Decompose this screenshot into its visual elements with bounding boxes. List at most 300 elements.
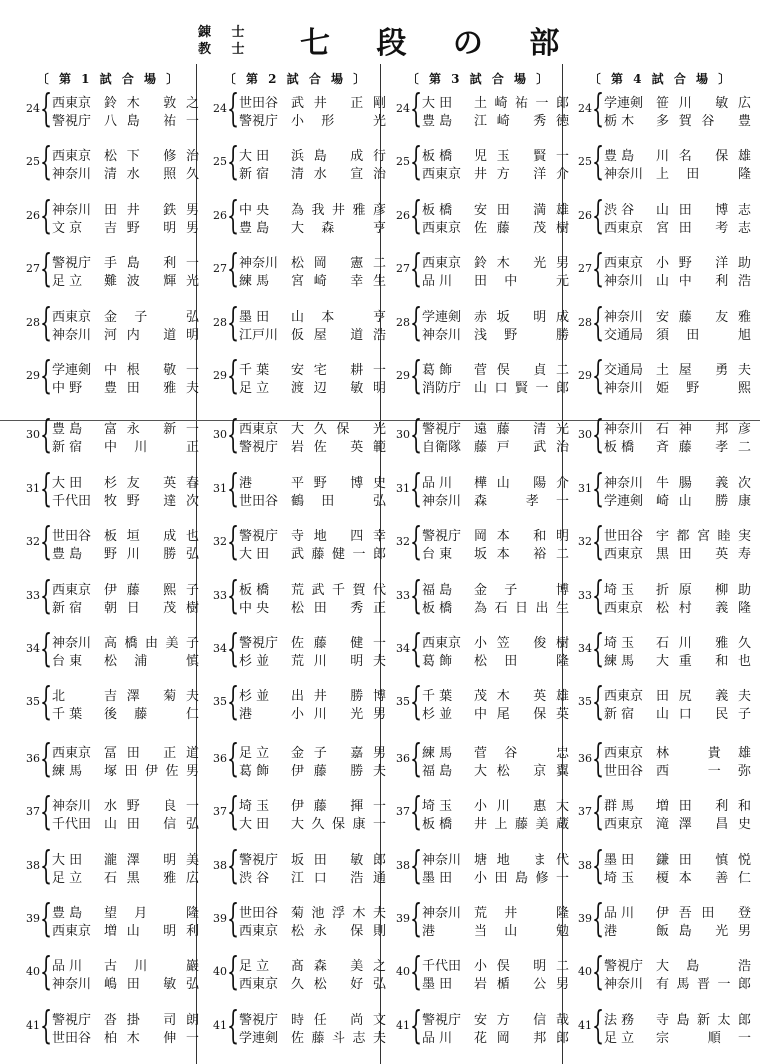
competitor-row	[604, 813, 752, 831]
match-number: 24	[396, 102, 410, 115]
competitor-affiliation: 大 田	[239, 547, 270, 563]
competitor-affiliation: 神奈川	[52, 636, 92, 651]
competitor-name: 難波 輝光	[104, 274, 200, 290]
competitor-name: 松岡 憲二	[291, 256, 387, 272]
competitor-name: 伊藤 勝夫	[291, 763, 387, 779]
competitor-row	[604, 973, 752, 991]
competitor-name: 林 貴雄	[656, 745, 752, 761]
match-number: 25	[396, 155, 410, 169]
competitor-name: 瀧澤 明美	[104, 852, 200, 868]
match-number: 31	[26, 481, 40, 495]
competitor-affiliation: 交通局	[604, 327, 644, 343]
match-entry	[18, 572, 200, 617]
competitor-name: 冨田 正道	[104, 745, 200, 761]
competitor-name: 川名 保雄	[656, 149, 752, 165]
match-entry	[205, 626, 387, 670]
competitor-name: 武井 正剛	[291, 96, 387, 111]
competitor-name: 柏木 伸一	[104, 1030, 200, 1046]
bracket-brace-icon: {	[410, 842, 423, 887]
competitor-row	[52, 973, 200, 991]
competitor-name: 後藤 仁	[104, 707, 200, 723]
competitor-name: 笹川 敏広	[656, 96, 752, 111]
competitor-row	[422, 650, 570, 668]
competitor-row	[239, 199, 387, 217]
competitor-name: 当山 勉	[474, 924, 570, 939]
competitor-row	[52, 199, 200, 217]
competitor-row	[422, 1009, 570, 1027]
competitor-affiliation: 神奈川	[604, 274, 644, 290]
competitor-name: 松浦 慎	[104, 654, 200, 669]
match-entry	[388, 1002, 570, 1047]
competitor-name: 浜島 成行	[291, 149, 387, 165]
competitor-affiliation: 西東京	[239, 422, 279, 438]
competitor-affiliation: 練 馬	[52, 763, 83, 779]
competitor-name: 菅谷 忠	[474, 745, 570, 761]
bracket-brace-icon: {	[40, 86, 53, 130]
bracket-brace-icon: {	[227, 1002, 240, 1047]
competitor-row	[604, 543, 752, 561]
competitor-row	[239, 1009, 387, 1027]
bracket-brace-icon: {	[410, 139, 423, 184]
competitor-name: 山田 博志	[656, 202, 752, 218]
match-entry	[18, 246, 200, 291]
competitor-name: 松永 保則	[291, 924, 387, 939]
match-entry	[388, 246, 570, 291]
bracket-brace-icon: {	[410, 299, 423, 344]
competitor-name: 佐藤斗志夫	[291, 1030, 387, 1046]
competitor-affiliation: 神奈川	[604, 309, 644, 325]
competitor-name: 嶋田 敏弘	[104, 977, 200, 993]
competitor-row	[604, 902, 752, 920]
match-entry	[205, 896, 387, 940]
competitor-affiliation: 警視庁	[52, 114, 92, 129]
competitor-name: 武藤健一郎	[291, 547, 387, 563]
competitor-affiliation: 大 田	[422, 96, 453, 111]
bracket-brace-icon: {	[592, 1002, 605, 1047]
competitor-row	[604, 632, 752, 650]
bracket-brace-icon: {	[410, 519, 423, 564]
competitor-affiliation: 豊 島	[239, 220, 270, 236]
match-number: 27	[213, 262, 227, 276]
competitor-row	[239, 217, 387, 235]
competitor-affiliation: 葛 飾	[239, 763, 270, 779]
competitor-name: 宇都宮睦実	[656, 529, 752, 545]
competitor-name: 山田 信弘	[104, 817, 200, 833]
competitor-name: 安田 満雄	[474, 202, 570, 218]
match-entry	[388, 465, 570, 510]
match-number: 41	[213, 1018, 227, 1032]
bracket-brace-icon: {	[227, 626, 240, 670]
competitor-affiliation: 中 野	[52, 381, 83, 396]
competitor-name: 中根 敬一	[104, 363, 200, 378]
competitor-affiliation: 神奈川	[52, 202, 92, 218]
competitor-name: 伊藤 揮一	[291, 799, 387, 815]
competitor-name: 鎌田 慎悦	[656, 852, 752, 868]
competitor-affiliation: 西東京	[239, 977, 279, 993]
bracket-brace-icon: {	[410, 626, 423, 670]
competitor-affiliation: 警視庁	[239, 114, 279, 129]
competitor-affiliation: 足 立	[239, 959, 270, 975]
match-number: 25	[213, 155, 227, 169]
competitor-row	[239, 145, 387, 163]
competitor-affiliation: 板 橋	[604, 440, 635, 456]
competitor-name: 大森 亨	[291, 220, 387, 236]
competitor-row	[422, 742, 570, 760]
match-number: 31	[213, 481, 227, 495]
competitor-affiliation: 大 田	[239, 817, 270, 833]
match-number: 24	[213, 102, 227, 115]
competitor-name: 茂木 英雄	[474, 689, 570, 705]
bracket-brace-icon: {	[410, 949, 423, 994]
match-number: 39	[213, 912, 227, 925]
competitor-affiliation: 西東京	[52, 309, 92, 325]
competitor-name: 髙森 美之	[291, 959, 387, 975]
competitor-row	[422, 92, 570, 110]
match-entry	[570, 572, 752, 617]
match-entry	[18, 949, 200, 994]
competitor-name: 板垣 成也	[104, 529, 200, 545]
competitor-row	[52, 813, 200, 831]
match-entry	[18, 842, 200, 887]
competitor-row	[239, 543, 387, 561]
match-entry	[18, 679, 200, 724]
bracket-brace-icon: {	[592, 412, 605, 457]
bracket-brace-icon: {	[410, 789, 423, 834]
competitor-name: 斉藤 孝二	[656, 440, 752, 456]
bracket-brace-icon: {	[227, 412, 240, 457]
competitor-affiliation: 神奈川	[422, 493, 462, 509]
competitor-affiliation: 文 京	[52, 220, 83, 236]
competitor-row	[604, 92, 752, 110]
bracket-brace-icon: {	[227, 139, 240, 184]
bracket-brace-icon: {	[227, 299, 240, 344]
competitor-affiliation: 神奈川	[239, 256, 279, 272]
match-number: 27	[26, 262, 40, 276]
competitor-row	[52, 1027, 200, 1045]
competitor-row	[604, 867, 752, 885]
match-number: 40	[26, 965, 40, 979]
match-number: 30	[26, 428, 40, 442]
competitor-name: 寺地 四幸	[291, 529, 387, 545]
competitor-row	[239, 849, 387, 867]
match-number: 26	[26, 208, 40, 222]
competitor-row	[239, 632, 387, 650]
competitor-row	[52, 632, 200, 650]
competitor-row	[52, 217, 200, 235]
match-entry	[570, 353, 752, 397]
bracket-brace-icon: {	[410, 192, 423, 237]
competitor-name: 土屋 勇夫	[656, 363, 752, 378]
match-entry	[388, 679, 570, 724]
competitor-name: 坂田 敏郎	[291, 852, 387, 868]
competitor-name: 田井 鉄男	[104, 202, 200, 218]
match-number: 30	[578, 428, 592, 442]
competitor-affiliation: 品 川	[604, 906, 635, 921]
competitor-row	[52, 795, 200, 813]
bracket-brace-icon: {	[40, 299, 53, 344]
bracket-brace-icon: {	[592, 353, 605, 397]
match-number: 31	[578, 481, 592, 495]
competitor-row	[239, 813, 387, 831]
match-entry	[205, 139, 387, 184]
competitor-affiliation: 墨 田	[422, 870, 453, 886]
competitor-name: 榎本 善仁	[656, 870, 752, 886]
match-entry	[205, 412, 387, 457]
competitor-affiliation: 西東京	[422, 256, 462, 272]
competitor-name: 児玉 賢一	[474, 149, 570, 165]
match-number: 32	[26, 535, 40, 549]
competitor-name: 中川 正	[104, 440, 200, 456]
bracket-brace-icon: {	[592, 896, 605, 940]
competitor-row	[239, 597, 387, 615]
bracket-brace-icon: {	[592, 192, 605, 237]
competitor-row	[422, 217, 570, 235]
competitor-row	[422, 110, 570, 128]
bracket-brace-icon: {	[227, 842, 240, 887]
competitor-name: 宗 順一	[656, 1030, 752, 1046]
competitor-name: 岩楯 公男	[474, 977, 570, 993]
match-entry	[18, 1002, 200, 1047]
competitor-affiliation: 豊 島	[604, 149, 635, 165]
match-entry	[570, 896, 752, 940]
competitor-affiliation: 練 馬	[604, 654, 635, 669]
bracket-brace-icon: {	[592, 246, 605, 291]
competitor-row	[239, 163, 387, 181]
competitor-name: 塚田伊佐男	[104, 763, 200, 779]
competitor-name: 鶴田 弘	[291, 493, 387, 509]
competitor-affiliation: 埼 玉	[422, 799, 453, 815]
court-header-2: 〔 第 2 試 合 場 〕	[223, 72, 369, 86]
competitor-row	[422, 324, 570, 342]
bracket-brace-icon: {	[227, 572, 240, 617]
competitor-affiliation: 渋 谷	[604, 202, 635, 218]
competitor-affiliation: 世田谷	[239, 493, 279, 509]
competitor-affiliation: 消防庁	[422, 381, 462, 396]
competitor-affiliation: 世田谷	[52, 529, 92, 545]
competitor-row	[239, 973, 387, 991]
competitor-name: 時任 尚文	[291, 1012, 387, 1028]
competitor-row	[604, 472, 752, 490]
competitor-row	[52, 867, 200, 885]
competitor-name: 高橋由美子	[104, 636, 200, 651]
match-entry	[205, 519, 387, 564]
competitor-affiliation: 福 島	[422, 582, 453, 598]
competitor-affiliation: 埼 玉	[604, 582, 635, 598]
competitor-row	[52, 436, 200, 454]
competitor-name: 田尻 義夫	[656, 689, 752, 705]
competitor-row	[52, 760, 200, 778]
competitor-name: 岩佐 英範	[291, 440, 387, 456]
competitor-affiliation: 西東京	[52, 149, 92, 165]
competitor-row	[604, 1009, 752, 1027]
competitor-row	[422, 163, 570, 181]
competitor-affiliation: 神奈川	[604, 475, 644, 491]
competitor-name: 寺島新太郎	[656, 1012, 752, 1028]
competitor-name: 須田 旭	[656, 327, 752, 343]
competitor-row	[52, 418, 200, 436]
match-number: 36	[213, 751, 227, 765]
bracket-brace-icon: {	[40, 789, 53, 834]
competitor-name: 小形 光	[291, 114, 387, 129]
competitor-name: 有馬晋一郎	[656, 977, 752, 993]
bracket-brace-icon: {	[592, 519, 605, 564]
competitor-affiliation: 神奈川	[52, 799, 92, 815]
competitor-affiliation: 豊 島	[422, 114, 453, 129]
competitor-affiliation: 練 馬	[422, 745, 453, 761]
competitor-row	[422, 145, 570, 163]
competitor-name: 吉澤 菊夫	[104, 689, 200, 705]
match-number: 34	[396, 642, 410, 655]
competitor-row	[239, 418, 387, 436]
competitor-row	[604, 324, 752, 342]
match-number: 39	[578, 912, 592, 925]
competitor-row	[52, 324, 200, 342]
match-entry	[18, 139, 200, 184]
competitor-name: 山口賢一郎	[474, 381, 570, 396]
competitor-name: 小川 惠大	[474, 799, 570, 815]
competitor-name: 大島 浩	[656, 959, 752, 975]
competitor-row	[239, 955, 387, 973]
competitor-row	[422, 813, 570, 831]
competitor-row	[422, 270, 570, 288]
bracket-brace-icon: {	[40, 465, 53, 510]
competitor-row	[239, 324, 387, 342]
competitor-row	[604, 795, 752, 813]
competitor-name: 花岡 邦郎	[474, 1030, 570, 1046]
competitor-name: 金子 博	[474, 582, 570, 598]
bracket-brace-icon: {	[592, 299, 605, 344]
competitor-name: 荒武千賀代	[291, 582, 387, 598]
match-number: 26	[396, 208, 410, 222]
competitor-row	[52, 525, 200, 543]
competitor-row	[604, 145, 752, 163]
competitor-row	[422, 306, 570, 324]
match-number: 35	[213, 695, 227, 709]
competitor-affiliation: 神奈川	[604, 167, 644, 183]
match-entry	[205, 949, 387, 994]
competitor-affiliation: 西東京	[52, 96, 92, 111]
competitor-row	[422, 920, 570, 938]
competitor-affiliation: 新 宿	[604, 707, 635, 723]
competitor-row	[604, 110, 752, 128]
match-entry	[388, 789, 570, 834]
competitor-row	[422, 973, 570, 991]
competitor-name: 塘地 ま代	[474, 852, 570, 868]
match-number: 34	[578, 642, 592, 655]
match-entry	[388, 572, 570, 617]
match-entry	[18, 353, 200, 397]
competitor-row	[422, 902, 570, 920]
match-number: 35	[578, 695, 592, 709]
competitor-row	[52, 597, 200, 615]
competitor-name: 増田 利和	[656, 799, 752, 815]
competitor-row	[239, 110, 387, 128]
competitor-row	[422, 418, 570, 436]
competitor-row	[239, 436, 387, 454]
bracket-brace-icon: {	[592, 626, 605, 670]
bracket-brace-icon: {	[592, 842, 605, 887]
competitor-affiliation: 学連剣	[239, 1030, 279, 1046]
competitor-name: 小田島修一	[474, 870, 570, 886]
match-entry	[570, 626, 752, 670]
competitor-affiliation: 葛 飾	[422, 654, 453, 669]
match-entry	[18, 465, 200, 510]
bracket-brace-icon: {	[410, 353, 423, 397]
competitor-row	[239, 742, 387, 760]
competitor-affiliation: 杉 並	[239, 689, 270, 705]
competitor-name: 安藤 友雅	[656, 309, 752, 325]
match-entry	[570, 1002, 752, 1047]
bracket-brace-icon: {	[410, 246, 423, 291]
bracket-brace-icon: {	[40, 949, 53, 994]
competitor-name: 井上藤美蔵	[474, 817, 570, 833]
match-entry	[18, 789, 200, 834]
competitor-affiliation: 千代田	[52, 817, 92, 833]
match-number: 31	[396, 481, 410, 495]
competitor-name: 為我井雅彦	[291, 202, 387, 218]
competitor-row	[604, 270, 752, 288]
match-entry	[570, 299, 752, 344]
competitor-name: 鈴木 敦之	[104, 96, 200, 111]
competitor-affiliation: 警視庁	[239, 440, 279, 456]
competitor-name: 伊藤 熙子	[104, 582, 200, 598]
competitor-name: 仮屋 道浩	[291, 327, 387, 343]
competitor-name: 松田 隆	[474, 654, 570, 669]
competitor-row	[52, 650, 200, 668]
competitor-row	[422, 252, 570, 270]
competitor-name: 久松 好弘	[291, 977, 387, 993]
competitor-name: 多賀谷 豊	[656, 114, 752, 129]
match-entry	[18, 192, 200, 237]
match-number: 32	[396, 535, 410, 549]
match-number: 27	[578, 262, 592, 276]
competitor-row	[239, 902, 387, 920]
bracket-brace-icon: {	[592, 735, 605, 780]
bracket-brace-icon: {	[410, 679, 423, 724]
competitor-row	[52, 92, 200, 110]
competitor-name: 西 一弥	[656, 763, 752, 779]
match-number: 29	[578, 369, 592, 382]
match-entry	[388, 412, 570, 457]
competitor-row	[52, 1009, 200, 1027]
competitor-affiliation: 品 川	[52, 959, 83, 975]
competitor-affiliation: 大 田	[52, 475, 83, 491]
match-number: 38	[26, 858, 40, 872]
competitor-name: 石黒 雅広	[104, 870, 200, 886]
competitor-row	[604, 920, 752, 938]
competitor-name: 清水 照久	[104, 167, 200, 183]
competitor-affiliation: 板 橋	[422, 202, 453, 218]
bracket-brace-icon: {	[227, 679, 240, 724]
competitor-name: 宮崎 幸生	[291, 274, 387, 290]
competitor-affiliation: 足 立	[604, 1030, 635, 1046]
competitor-affiliation: 世田谷	[604, 763, 644, 779]
competitor-affiliation: 大 田	[239, 149, 270, 165]
match-entry	[205, 679, 387, 724]
competitor-affiliation: 練 馬	[239, 274, 270, 290]
competitor-affiliation: 神奈川	[52, 977, 92, 993]
match-entry	[205, 735, 387, 780]
match-entry	[205, 465, 387, 510]
competitor-affiliation: 西東京	[239, 924, 279, 939]
competitor-row	[604, 377, 752, 395]
competitor-row	[239, 306, 387, 324]
competitor-row	[52, 685, 200, 703]
competitor-affiliation: 杉 並	[239, 654, 270, 669]
competitor-row	[604, 525, 752, 543]
competitor-affiliation: 大 田	[52, 852, 83, 868]
competitor-affiliation: 港	[239, 707, 253, 723]
